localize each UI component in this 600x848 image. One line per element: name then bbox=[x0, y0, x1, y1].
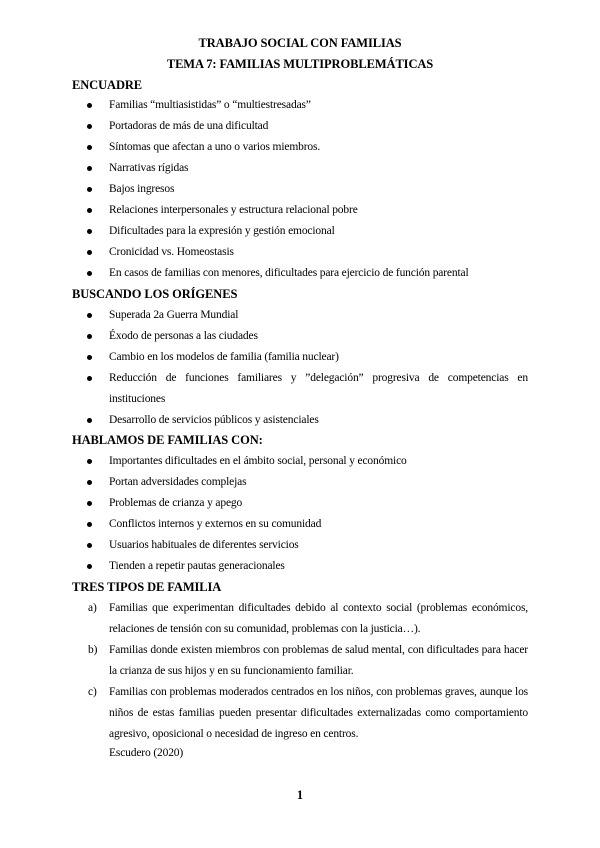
list-marker: b) bbox=[88, 644, 98, 656]
bullet-icon bbox=[87, 103, 92, 108]
bullet-icon bbox=[87, 355, 92, 360]
list-item: Conflictos internos y externos en su comunidad bbox=[0, 514, 600, 535]
bullet-icon bbox=[87, 145, 92, 150]
bullet-icon bbox=[87, 459, 92, 464]
section-heading-hablamos: HABLAMOS DE FAMILIAS CON: bbox=[72, 433, 263, 447]
bullet-icon bbox=[87, 334, 92, 339]
bullet-icon bbox=[87, 376, 92, 381]
list-item: Reducción de funciones familiares y ”delegación” progresiva de competencias en instituciones bbox=[0, 368, 600, 410]
list-item: Importantes dificultades en el ámbito social, personal y económico bbox=[0, 451, 600, 472]
list-item: Bajos ingresos bbox=[0, 179, 600, 200]
bullet-icon bbox=[87, 564, 92, 569]
list-item: Problemas de crianza y apego bbox=[0, 493, 600, 514]
bullet-icon bbox=[87, 313, 92, 318]
citation: Escudero (2020) bbox=[109, 747, 184, 759]
list-item: b) Familias donde existen miembros con problemas de salud mental, con dificultades para hacer la crianza de sus hijos y en su funcionamiento familiar. bbox=[0, 640, 600, 682]
list-item: Cronicidad vs. Homeostasis bbox=[0, 242, 600, 263]
list-item: Familias “multiasistidas” o “multiestresadas” bbox=[0, 95, 600, 116]
bullet-icon bbox=[87, 480, 92, 485]
encuadre-list bbox=[0, 95, 600, 284]
bullet-icon bbox=[87, 187, 92, 192]
list-item: Portan adversidades complejas bbox=[0, 472, 600, 493]
document-subtitle: TEMA 7: FAMILIAS MULTIPROBLEMÁTICAS bbox=[166, 57, 434, 71]
bullet-icon bbox=[87, 271, 92, 276]
origenes-list bbox=[0, 305, 600, 431]
bullet-icon bbox=[87, 208, 92, 213]
list-item: Síntomas que afectan a uno o varios miembros. bbox=[0, 137, 600, 158]
list-item: a) Familias que experimentan dificultades debido al contexto social (problemas económicos, relaciones de tensión con su comunidad, problemas con la justicia…). bbox=[0, 598, 600, 640]
document-title: TRABAJO SOCIAL CON FAMILIAS bbox=[198, 36, 402, 50]
list-item: Desarrollo de servicios públicos y asistenciales bbox=[0, 410, 600, 431]
list-item: Relaciones interpersonales y estructura relacional pobre bbox=[0, 200, 600, 221]
section-heading-tipos: TRES TIPOS DE FAMILIA bbox=[72, 580, 222, 594]
list-item: Tienden a repetir pautas generacionales bbox=[0, 556, 600, 577]
bullet-icon bbox=[87, 124, 92, 129]
list-item: Dificultades para la expresión y gestión emocional bbox=[0, 221, 600, 242]
list-item: c) Familias con problemas moderados centrados en los niños, con problemas graves, aunque los niños de estas familias pueden presentar dificultades externalizadas como comportamiento agresivo, oposicional o necesidad de ingreso en centros. bbox=[0, 682, 600, 745]
list-item: Portadoras de más de una dificultad bbox=[0, 116, 600, 137]
section-heading-encuadre: ENCUADRE bbox=[72, 78, 143, 92]
bullet-icon bbox=[87, 418, 92, 423]
bullet-icon bbox=[87, 229, 92, 234]
tipos-list bbox=[0, 598, 600, 745]
list-marker: a) bbox=[88, 602, 97, 614]
page-number: 1 bbox=[296, 788, 304, 802]
bullet-icon bbox=[87, 501, 92, 506]
list-item: En casos de familias con menores, dificultades para ejercicio de función parental bbox=[0, 263, 600, 284]
list-item: Cambio en los modelos de familia (familia nuclear) bbox=[0, 347, 600, 368]
bullet-icon bbox=[87, 166, 92, 171]
bullet-icon bbox=[87, 522, 92, 527]
list-marker: c) bbox=[88, 686, 97, 698]
list-item: Éxodo de personas a las ciudades bbox=[0, 326, 600, 347]
bullet-icon bbox=[87, 250, 92, 255]
bullet-icon bbox=[87, 543, 92, 548]
list-item: Superada 2a Guerra Mundial bbox=[0, 305, 600, 326]
section-heading-origenes: BUSCANDO LOS ORÍGENES bbox=[72, 287, 238, 301]
hablamos-list bbox=[0, 451, 600, 577]
list-item: Usuarios habituales de diferentes servicios bbox=[0, 535, 600, 556]
list-item: Narrativas rígidas bbox=[0, 158, 600, 179]
